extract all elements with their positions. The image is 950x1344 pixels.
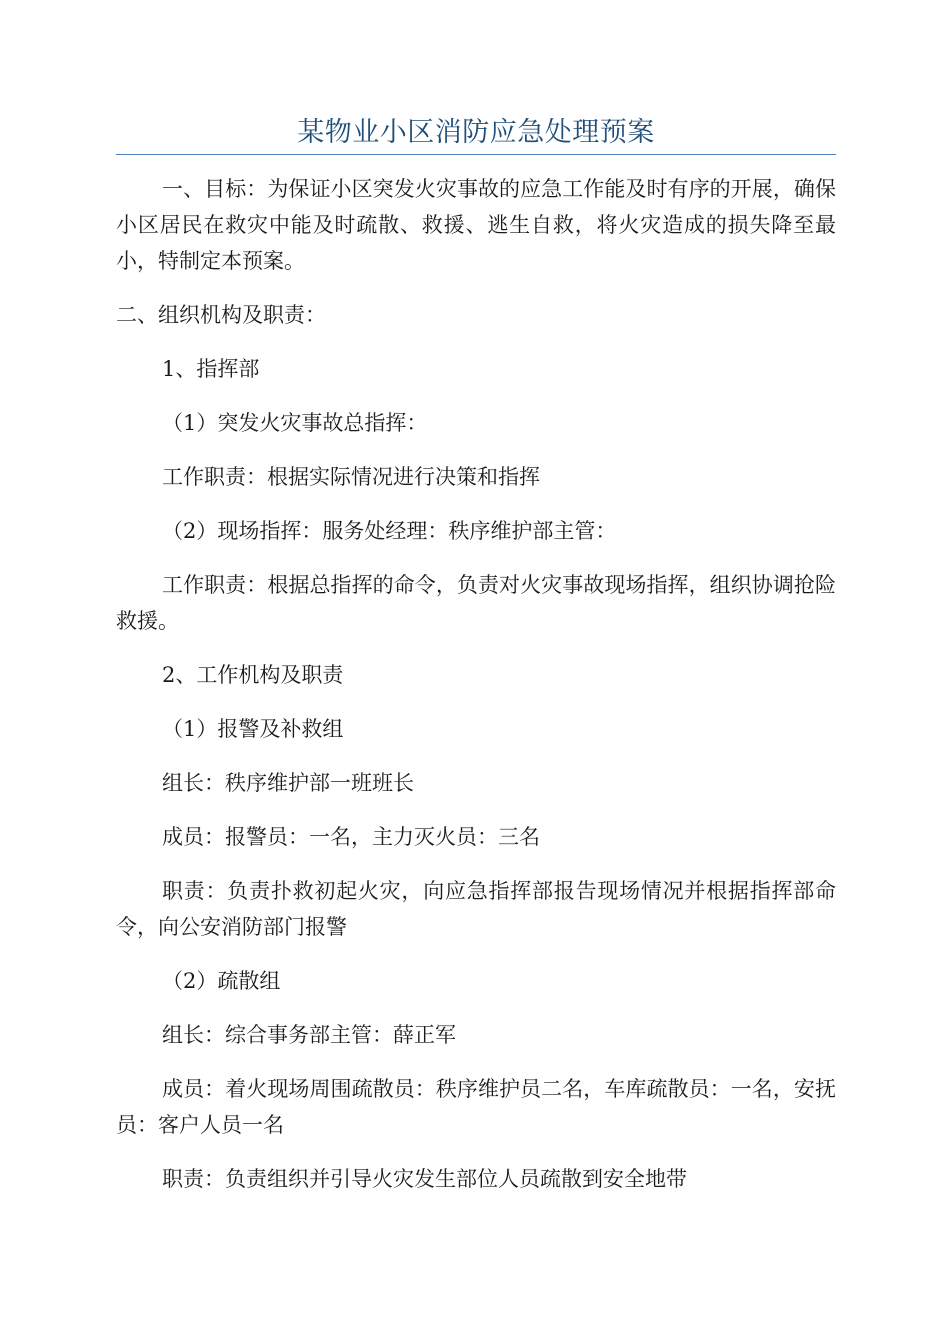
paragraph-onsite-duty: 工作职责：根据总指挥的命令，负责对火灾事故现场指挥，组织协调抢险救援。 (116, 573, 836, 633)
document-page (116, 108, 836, 1197)
paragraph-alarm-group-duty: 职责：负责扑救初起火灾，向应急指挥部报告现场情况并根据指挥部命令，向公安消防部门报警 (116, 879, 836, 939)
subsection-heading-working-bodies: 2、工作机构及职责 (162, 663, 344, 687)
document-title: 某物业小区消防应急处理预案 (297, 117, 655, 148)
paragraph-evacuation-leader: 组长：综合事务部主管：薛正军 (162, 1023, 456, 1047)
item-evacuation-group: （2）疏散组 (162, 969, 281, 993)
item-commander-in-chief: （1）突发火灾事故总指挥： (162, 411, 428, 435)
item-onsite-commander: （2）现场指挥：服务处经理：秩序维护部主管： (162, 519, 617, 543)
paragraph-alarm-group-members: 成员：报警员：一名，主力灭火员：三名 (162, 825, 540, 849)
subsection-heading-command: 1、指挥部 (162, 357, 260, 381)
item-alarm-rescue-group: （1）报警及补救组 (162, 717, 344, 741)
paragraph-commander-duty: 工作职责：根据实际情况进行决策和指挥 (162, 465, 540, 489)
title-underline (116, 154, 836, 155)
paragraph-evacuation-members: 成员：着火现场周围疏散员：秩序维护员二名，车库疏散员：一名，安抚员：客户人员一名 (116, 1077, 836, 1137)
paragraph-evacuation-duty: 职责：负责组织并引导火灾发生部位人员疏散到安全地带 (162, 1167, 687, 1191)
paragraph-alarm-group-leader: 组长：秩序维护部一班班长 (162, 771, 414, 795)
section-heading-organization: 二、组织机构及职责： (116, 303, 326, 327)
paragraph-objective: 一、目标：为保证小区突发火灾事故的应急工作能及时有序的开展，确保小区居民在救灾中能及时疏散、救援、逃生自救，将火灾造成的损失降至最小，特制定本预案。 (116, 177, 836, 273)
